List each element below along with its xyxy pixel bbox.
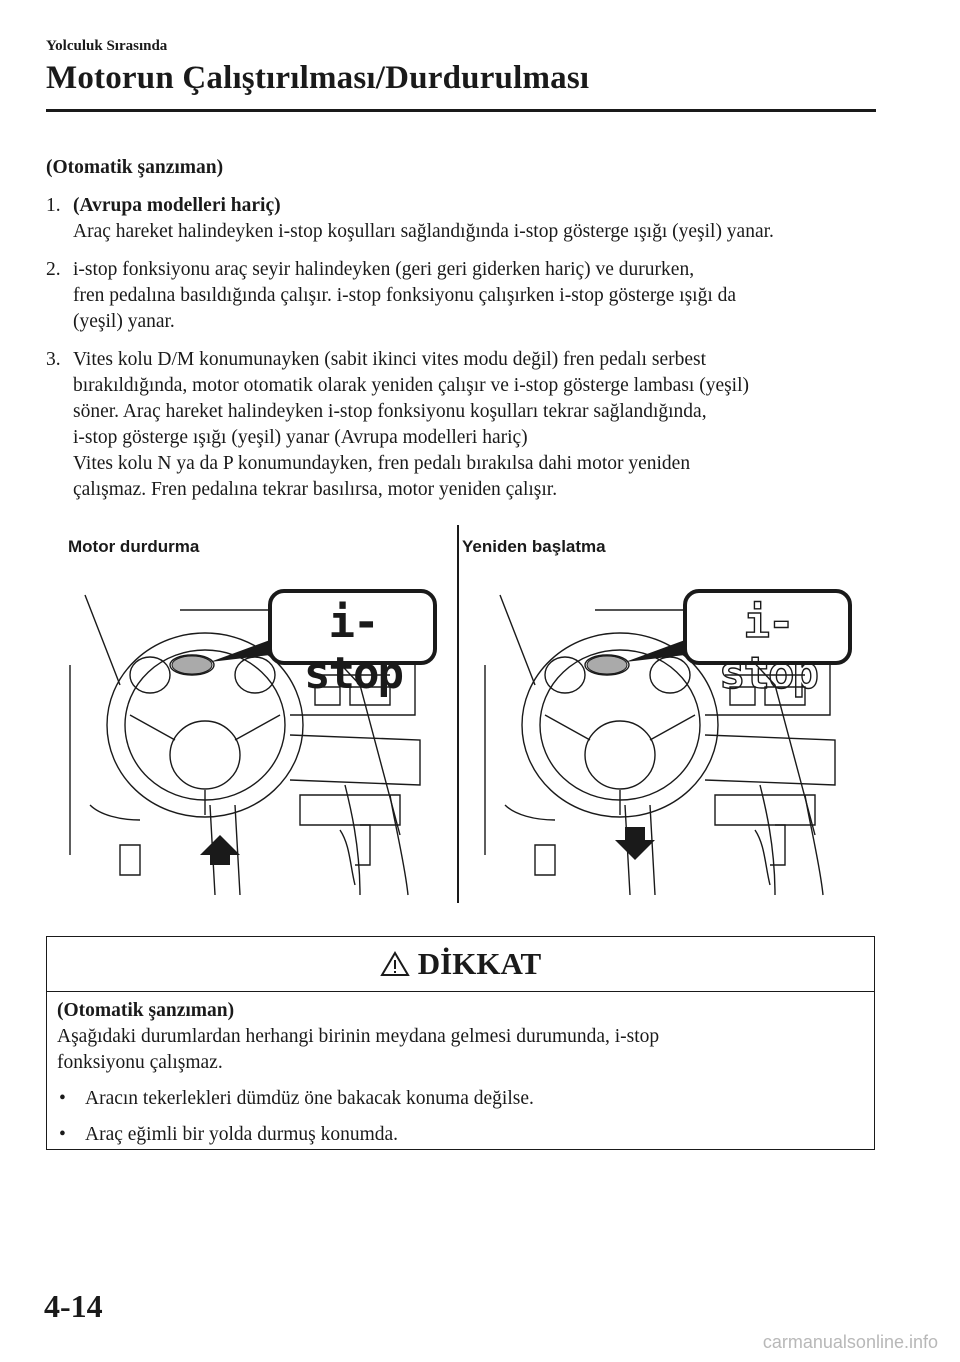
page-number: 4-14 xyxy=(44,1288,103,1324)
step-number: 2. xyxy=(46,259,61,280)
warning-line: fonksiyonu çalışmaz. xyxy=(57,1052,223,1073)
step-heading: (Avrupa modelleri hariç) xyxy=(73,195,281,216)
warning-box xyxy=(46,936,875,1150)
warning-line: Aşağıdaki durumlardan herhangi birinin meydana gelmesi durumunda, i-stop xyxy=(57,1026,660,1047)
warning-body xyxy=(47,992,874,1148)
step-3 xyxy=(46,347,876,503)
step-line: i-stop fonksiyonu araç seyir halindeyken (geri geri giderken hariç) ve dururken, xyxy=(73,259,695,280)
step-line: çalışmaz. Fren pedalına tekrar basılırsa, motor yeniden çalışır. xyxy=(73,479,558,500)
page-title: Motorun Çalıştırılması/Durdurulması xyxy=(46,60,590,96)
figure-label-engine-stop: Motor durdurma xyxy=(68,537,200,556)
bullet-text: Araç eğimli bir yolda durmuş konumda. xyxy=(85,1124,399,1145)
list-item xyxy=(57,1086,866,1112)
figure-divider xyxy=(457,525,459,903)
step-number: 1. xyxy=(46,195,61,216)
warning-triangle-icon xyxy=(380,951,410,977)
bullet-icon: • xyxy=(59,1088,66,1109)
istop-indicator-badge-lit: i-stop xyxy=(304,597,402,699)
step-line: Vites kolu D/M konumunayken (sabit ikinci vites modu değil) fren pedalı serbest xyxy=(73,349,706,370)
warning-title: DİKKAT xyxy=(417,946,542,981)
step-1 xyxy=(46,193,876,245)
watermark: carmanualsonline.info xyxy=(762,1332,938,1352)
istop-indicator-badge-off: i-stop xyxy=(719,597,817,699)
bullet-icon: • xyxy=(59,1124,66,1145)
bullet-text: Aracın tekerlekleri dümdüz öne bakacak konuma değilse. xyxy=(85,1088,534,1109)
warning-subheading: (Otomatik şanzıman) xyxy=(57,1000,235,1021)
main-content xyxy=(46,155,876,515)
warning-bullet-list xyxy=(57,1086,866,1148)
section-label: Yolculuk Sırasında xyxy=(46,38,168,54)
step-line: söner. Araç hareket halindeyken i-stop fonksiyonu koşulları tekrar sağlandığında, xyxy=(73,401,707,422)
list-item xyxy=(57,1122,866,1148)
istop-figure xyxy=(60,525,880,905)
step-line: bırakıldığında, motor otomatik olarak yeniden çalışır ve i-stop gösterge lambası (yeşil) xyxy=(73,375,750,396)
warning-header xyxy=(47,937,874,992)
title-rule xyxy=(46,109,876,112)
figure-label-restart: Yeniden başlatma xyxy=(462,537,606,556)
step-line: (yeşil) yanar. xyxy=(73,311,175,332)
step-2 xyxy=(46,257,876,335)
step-number: 3. xyxy=(46,349,61,370)
step-line: Araç hareket halindeyken i-stop koşulları sağlandığında i-stop gösterge ışığı (yeşil) yanar. xyxy=(73,221,774,242)
step-line: i-stop gösterge ışığı (yeşil) yanar (Avrupa modelleri hariç) xyxy=(73,427,528,448)
step-line: fren pedalına basıldığında çalışır. i-stop fonksiyonu çalışırken i-stop gösterge ışığı da xyxy=(73,285,737,306)
subheading: (Otomatik şanzıman) xyxy=(46,157,224,178)
step-line: Vites kolu N ya da P konumundayken, fren pedalı bırakılsa dahi motor yeniden xyxy=(73,453,691,474)
